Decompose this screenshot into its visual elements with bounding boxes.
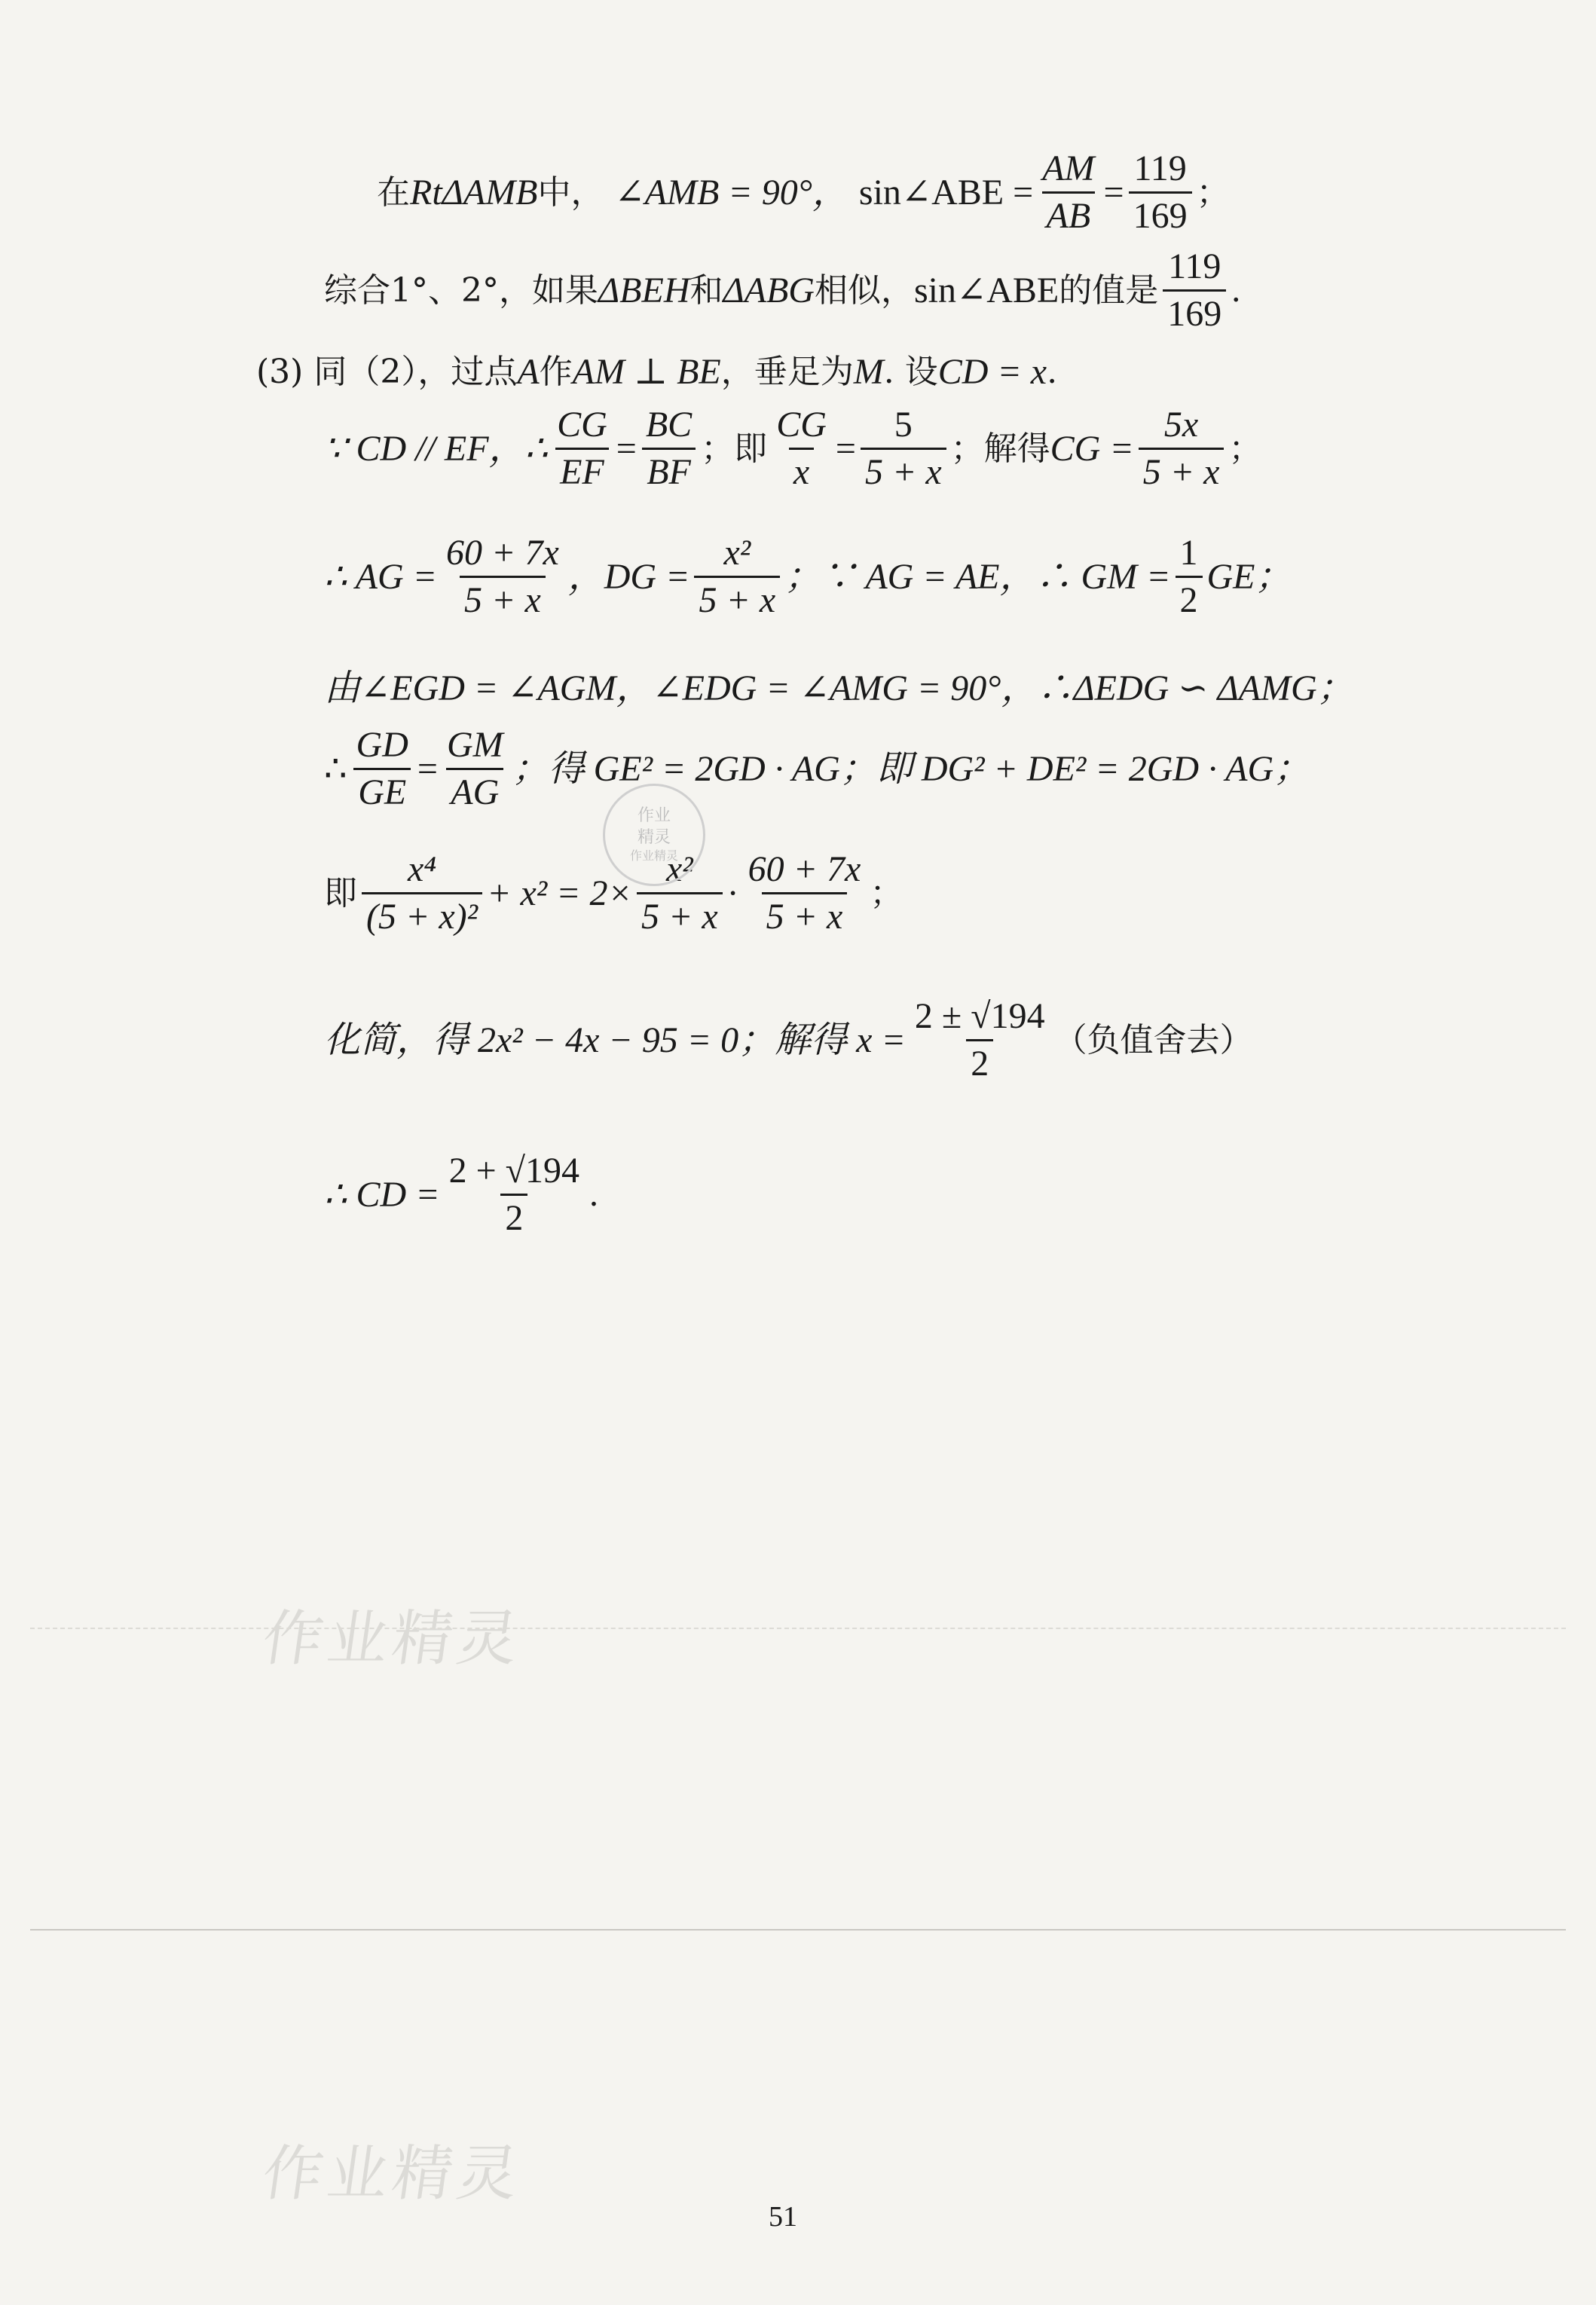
triangle-beh: ΔBEH (598, 270, 690, 310)
fraction-119-169-result: $\frac{119}{169}$ (1163, 249, 1226, 332)
line-answer: ∴ CD = $\frac{2 + √194}{2}$ . (324, 1151, 600, 1238)
watermark-upper: 作业精灵 (258, 1603, 527, 1674)
fraction-119-169: $\frac{119}{169}$ (1129, 151, 1192, 234)
triangle-abg: ΔABG (723, 270, 815, 310)
line-conclusion-sin: 综合1°、2°，如果 ΔBEH 和 ΔABG 相似， sin∠ABE 的值是 $\frac{119}{169}$ . (324, 246, 1242, 334)
part-label: (3) (256, 353, 304, 391)
rt-triangle: RtΔAMB (410, 172, 538, 212)
page-number: 51 (769, 2201, 797, 2233)
line-ag-dg: ∴ AG = $\frac{60 + 7x}{5 + x}$ ，DG = $\frac{\text{x²}}{5 + x}$ ；∵ AG = AE，∴ GM = $\frac{1}{2}$ GE； (324, 533, 1292, 620)
sin-label: sin∠ABE = (858, 172, 1034, 212)
text-prefix: 在 (377, 173, 410, 212)
line-part-3: (3) 同（2），过点 A 作 AM ⊥ BE ，垂足为 M . 设 CD = x . (256, 352, 1058, 392)
line-similar-triangles: 由∠EGD = ∠AGM，∠EDG = ∠AMG = 90°，∴ΔEDG ∽ ΔAMG； (324, 668, 1353, 708)
scan-line (30, 1929, 1566, 1931)
line-simplify: 化简，得 2x² − 4x − 95 = 0；解得 x = $\frac{2 \pm √194}{2}$ （负值舍去） (324, 996, 1253, 1084)
watermark-lower: 作业精灵 (258, 2138, 527, 2209)
stamp-logo: 作业 精灵 作业精灵 (603, 784, 705, 886)
text-mid: 中， (537, 173, 604, 212)
fraction-am-ab: $\frac{AM}{AB}$ (1042, 148, 1095, 236)
scan-line-dotted (30, 1628, 1566, 1629)
line-rt-triangle: 在 RtΔAMB 中， ∠AMB = 90°， sin∠ABE = $\frac{AM}{AB}$ = $\frac{119}{169}$ ； (377, 148, 1230, 236)
line-proportion: ∴ $\frac{GD}{GE}$ = $\frac{GM}{AG}$ ；得 GE² = 2GD · AG；即 DG² + DE² = 2GD · AG； (324, 725, 1310, 812)
line-equation: 即 $\frac{\text{x⁴}}{\text{(5 + x)²}}$ + x² = 2× $\frac{\text{x²}}{5 + x}$ · $\frac{60 + 7x}{5 + x}$ ； (324, 849, 903, 937)
line-parallel-ratio: ∵ CD // EF，∴ $\frac{CG}{EF}$ = $\frac{BC}{BF}$ ；即 $\frac{CG}{x}$ = $\frac{5}{5 + x}$ ；解得 CG = $\frac{5x}{5 + x}$ ； (324, 405, 1262, 492)
angle-equation: ∠AMB = 90°， (614, 172, 848, 212)
